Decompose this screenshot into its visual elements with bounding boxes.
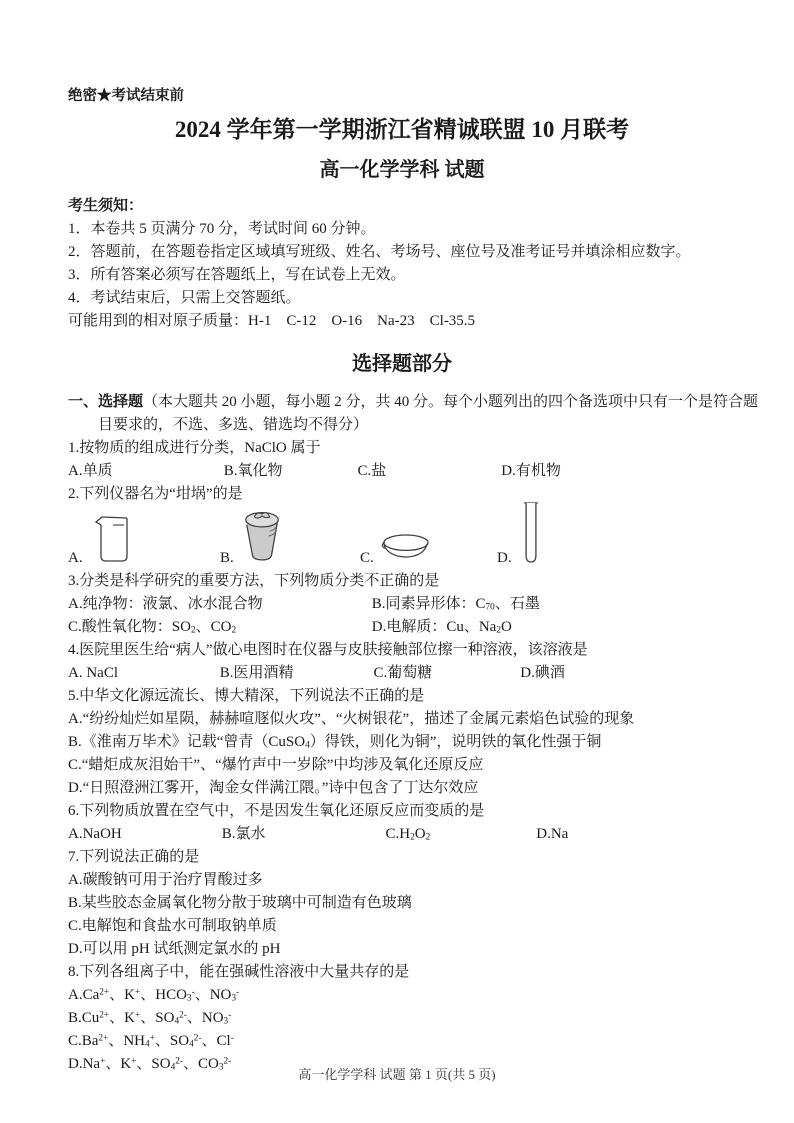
option-item: D.Na: [536, 826, 569, 842]
option-item: $C.Ba^{2+}$、$NH_4^+$、$SO_4^{2-}$、Cl-: [68, 1033, 234, 1050]
options-row-q4: [68, 662, 736, 685]
option-item: D.有机物: [501, 463, 561, 479]
page-subtitle: 高一化学学科 试题: [319, 159, 485, 181]
notice-item: 1．本卷共 5 页满分 70 分，考试时间 60 分钟。: [68, 221, 376, 237]
question-stem-q7: 7.下列说法正确的是: [68, 849, 200, 865]
notice-item: 2．答题前，在答题卷指定区域填写班级、姓名、考场号、座位号及准考证号并填涂相应数字。: [68, 244, 691, 260]
options-row-q1: [68, 460, 736, 483]
option-item: A.碳酸钠可用于治疗胃酸过多: [68, 872, 263, 888]
instructions-text: （本大题共 20 小题，每小题 2 分，共 40 分。每个小题列出的四个备选项中只有一个是符合题: [143, 394, 759, 410]
option-item: B.《淮南万毕术》记载“曾青（CuSO$_4$）得铁，则化为铜”，说明铁的氧化性强于铜: [68, 734, 602, 751]
evaporating-dish-image: [380, 533, 430, 566]
option-item: A.NaOH: [68, 826, 122, 842]
option-item: A.单质: [68, 463, 113, 479]
notice-item: 3．所有答案必须写在答题纸上，写在试卷上无效。: [68, 267, 406, 283]
question-stem-q4: 4.医院里医生给“病人”做心电图时在仪器与皮肤接触部位擦一种溶液，该溶液是: [68, 642, 588, 658]
notice-heading: 考生须知：: [68, 198, 144, 214]
option-item: A.纯净物：液氯、冰水混合物: [68, 596, 263, 612]
option-item: B.同素异形体：$C_{70}$、石墨: [371, 596, 540, 613]
option-item: D.可以用 pH 试纸测定氯水的 pH: [68, 941, 281, 957]
question-stem-q2: 2.下列仪器名为“坩埚”的是: [68, 486, 243, 502]
question-stem-q6: 6.下列物质放置在空气中，不是因发生氧化还原反应而变质的是: [68, 803, 485, 819]
option-item: $B.Cu^{2+}$、K+、$SO_4^{2-}$、$NO_3^-$: [68, 1010, 232, 1027]
options-row-q3-2: [68, 616, 736, 639]
page-footer: 高一化学学科 试题 第 1 页(共 5 页): [298, 1067, 496, 1082]
option-item: B.氧化物: [223, 463, 283, 479]
secret-banner: 绝密★考试结束前: [68, 88, 184, 104]
option-label: C.: [360, 550, 374, 566]
beaker-image: [92, 514, 132, 569]
option-item: C.盐: [357, 463, 387, 479]
option-item: D.Na+、K+、$SO_4^{2-}$、$CO_3^{2-}$: [68, 1056, 232, 1073]
question-stem-q5: 5.中华文化源远流长、博大精深，下列说法不正确的是: [68, 688, 425, 704]
option-item: C.“蜡炬成灰泪始干”、“爆竹声中一岁除”中均涉及氧化还原反应: [68, 757, 484, 773]
notice-item: 4．考试结束后，只需上交答题纸。: [68, 290, 301, 306]
multiple-choice-instructions-line2: 目要求的，不选、多选、错选均不得分）: [98, 417, 369, 433]
page-title: 2024 学年第一学期浙江省精诚联盟 10 月联考: [174, 117, 630, 142]
option-item: $C.H_2O_2$: [385, 826, 431, 843]
test-tube-image: [523, 501, 539, 569]
option-label: A.: [68, 550, 83, 566]
section-heading: 选择题部分: [352, 353, 452, 375]
option-label: B.: [220, 550, 234, 566]
apparatus-row-q2: [68, 507, 736, 569]
option-item: B.氯水: [221, 826, 266, 842]
instructions-bold-label: 一、选择题: [68, 394, 144, 410]
option-item: D.“日照澄洲江雾开，淘金女伴满江隈。”诗中包含了丁达尔效应: [68, 780, 479, 796]
options-row-q6: [68, 823, 736, 846]
option-item: A. NaCl: [68, 665, 118, 681]
question-stem-q1: 1.按物质的组成进行分类，NaClO 属于: [68, 440, 321, 456]
crucible-image: [240, 508, 284, 569]
option-item: C.酸性氧化物：$SO_2$、$CO_2$: [68, 619, 237, 636]
question-stem-q3: 3.分类是科学研究的重要方法，下列物质分类不正确的是: [68, 573, 440, 589]
option-item: B.医用酒精: [219, 665, 294, 681]
option-label: D.: [497, 550, 512, 566]
multiple-choice-instructions: [68, 391, 759, 414]
option-item: C.电解饱和食盐水可制取钠单质: [68, 918, 277, 934]
option-item: $A.Ca^{2+}$、K+、$HCO_3^-$、$NO_3^-$: [68, 987, 240, 1004]
option-item: B.某些胶态金属氧化物分散于玻璃中可制造有色玻璃: [68, 895, 412, 911]
option-item: C.葡萄糖: [373, 665, 433, 681]
question-stem-q8: 8.下列各组离子中，能在强碱性溶液中大量共存的是: [68, 964, 410, 980]
option-item: A.“纷纷灿烂如星陨，赫赫喧豗似火攻”、“火树银花”，描述了金属元素焰色试验的现象: [68, 711, 635, 727]
options-row-q3-1: [68, 593, 736, 616]
atomic-mass-note: 可能用到的相对原子质量：H-1 C-12 O-16 Na-23 Cl-35.5: [68, 313, 476, 329]
option-item: D.电解质：Cu、$Na_2O$: [371, 619, 512, 636]
option-item: D.碘酒: [520, 665, 565, 681]
